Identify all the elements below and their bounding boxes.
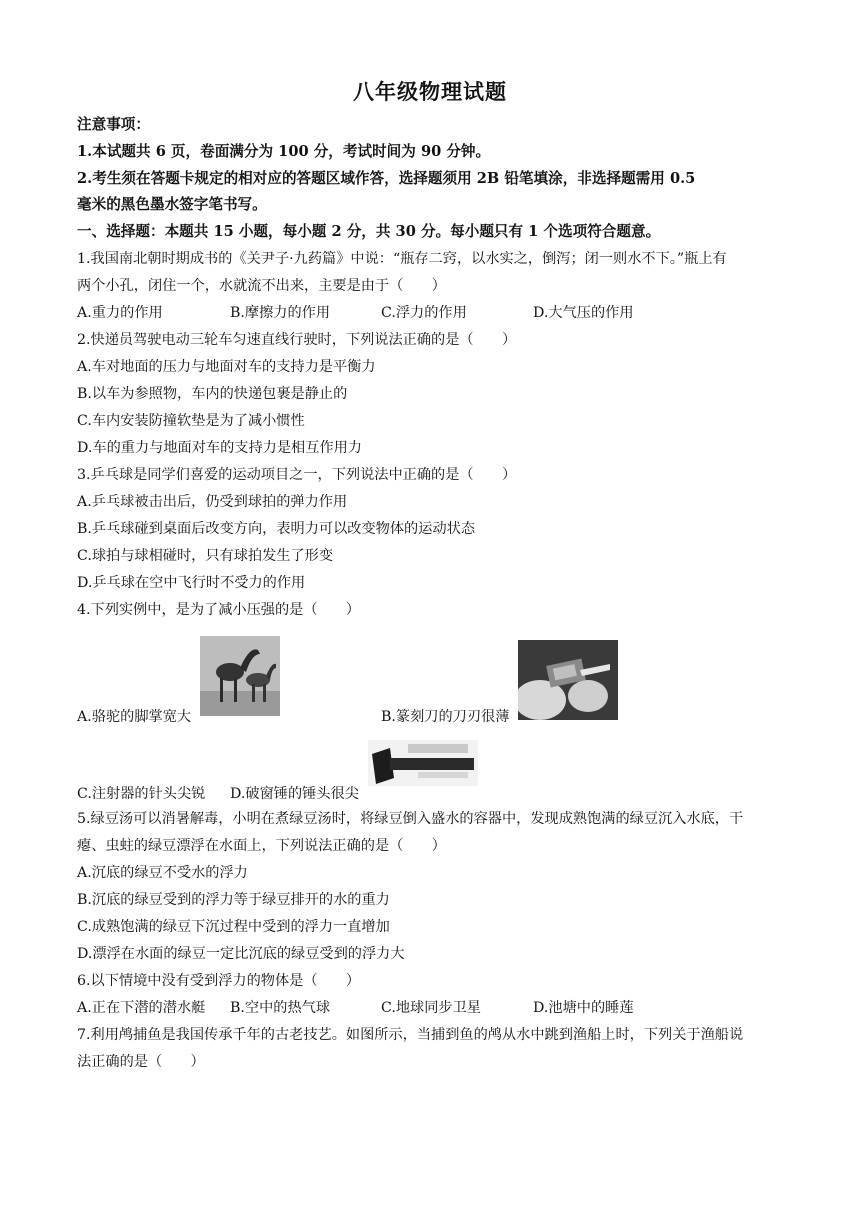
- q7-stem-line1: 7.利用鸬捕鱼是我国传承千年的古老技艺。如图所示，当捕到鱼的鸬从水中跳到渔船上时，下列关于渔船说: [77, 1027, 744, 1043]
- q2-option-c: C.车内安装防撞软垫是为了减小惯性: [77, 413, 305, 429]
- q4-option-b: B.篆刻刀的刀刃很薄: [381, 709, 510, 725]
- notice-item-2-cont: 毫米的黑色墨水签字笔书写。: [77, 196, 267, 213]
- q4-option-c: C.注射器的针头尖锐: [77, 786, 206, 802]
- q3-option-b: B.乒乓球碰到桌面后改变方向，表明力可以改变物体的运动状态: [77, 521, 476, 537]
- q4-option-a: A.骆驼的脚掌宽大: [77, 709, 192, 725]
- q3-option-a: A.乒乓球被击出后，仍受到球拍的弹力作用: [77, 494, 348, 510]
- q5-option-c: C.成熟饱满的绿豆下沉过程中受到的浮力一直增加: [77, 919, 390, 935]
- q7-stem-line2: 法正确的是（ ）: [77, 1054, 205, 1070]
- q3-stem: 3.乒乓球是同学们喜爱的运动项目之一，下列说法中正确的是（ ）: [77, 467, 517, 483]
- q5-stem-line1: 5.绿豆汤可以消暑解毒，小明在煮绿豆汤时，将绿豆倒入盛水的容器中，发现成熟饱满的绿豆沉入水底，干: [77, 811, 744, 827]
- q1-stem-line1: 1.我国南北朝时期成书的《关尹子·九药篇》中说：“瓶存二窍，以水实之，倒泻；闭一则水不下。”瓶上有: [77, 251, 727, 267]
- q5-option-a: A.沉底的绿豆不受水的浮力: [77, 865, 248, 881]
- notice-heading: 注意事项：: [77, 116, 150, 133]
- notice-item-2: 2.考生须在答题卡规定的相对应的答题区域作答，选择题须用 2B 铅笔填涂，非选择题需用 0.5: [77, 170, 696, 187]
- q2-stem: 2.快递员驾驶电动三轮车匀速直线行驶时，下列说法正确的是（ ）: [77, 332, 517, 348]
- q6-option-c: C.地球同步卫星: [381, 1000, 481, 1016]
- q5-option-d: D.漂浮在水面的绿豆一定比沉底的绿豆受到的浮力大: [77, 946, 405, 962]
- q3-option-c: C.球拍与球相碰时，只有球拍发生了形变: [77, 548, 334, 564]
- notice-item-1: 1.本试题共 6 页，卷面满分为 100 分，考试时间为 90 分钟。: [77, 143, 491, 160]
- q5-option-b: B.沉底的绿豆受到的浮力等于绿豆排开的水的重力: [77, 892, 390, 908]
- page-title: 八年级物理试题: [353, 79, 507, 104]
- q4-stem: 4.下列实例中，是为了减小压强的是（ ）: [77, 602, 361, 618]
- q1-option-d: D.大气压的作用: [533, 305, 634, 321]
- q2-option-a: A.车对地面的压力与地面对车的支持力是平衡力: [77, 359, 376, 375]
- q2-option-d: D.车的重力与地面对车的支持力是相互作用力: [77, 440, 362, 456]
- q6-stem: 6.以下情境中没有受到浮力的物体是（ ）: [77, 973, 361, 989]
- q4-option-d: D.破窗锤的锤头很尖: [230, 786, 359, 802]
- section-heading: 一、选择题：本题共 15 小题，每小题 2 分，共 30 分。每小题只有 1 个选项符合题意。: [77, 223, 661, 240]
- q3-option-d: D.乒乓球在空中飞行时不受力的作用: [77, 575, 306, 591]
- q6-option-b: B.空中的热气球: [230, 1000, 331, 1016]
- knife-photo: [518, 640, 618, 720]
- q1-stem-line2: 两个小孔，闭住一个，水就流不出来，主要是由于（ ）: [77, 278, 446, 294]
- camel-photo: [200, 636, 280, 716]
- q5-stem-line2: 瘪、虫蛀的绿豆漂浮在水面上，下列说法正确的是（ ）: [77, 838, 446, 854]
- q1-option-c: C.浮力的作用: [381, 305, 467, 321]
- hammer-photo: [368, 740, 478, 786]
- q1-option-a: A.重力的作用: [77, 305, 163, 321]
- q1-option-b: B.摩擦力的作用: [230, 305, 331, 321]
- q2-option-b: B.以车为参照物，车内的快递包裹是静止的: [77, 386, 348, 402]
- q6-option-d: D.池塘中的睡莲: [533, 1000, 634, 1016]
- q6-option-a: A.正在下潜的潜水艇: [77, 1000, 206, 1016]
